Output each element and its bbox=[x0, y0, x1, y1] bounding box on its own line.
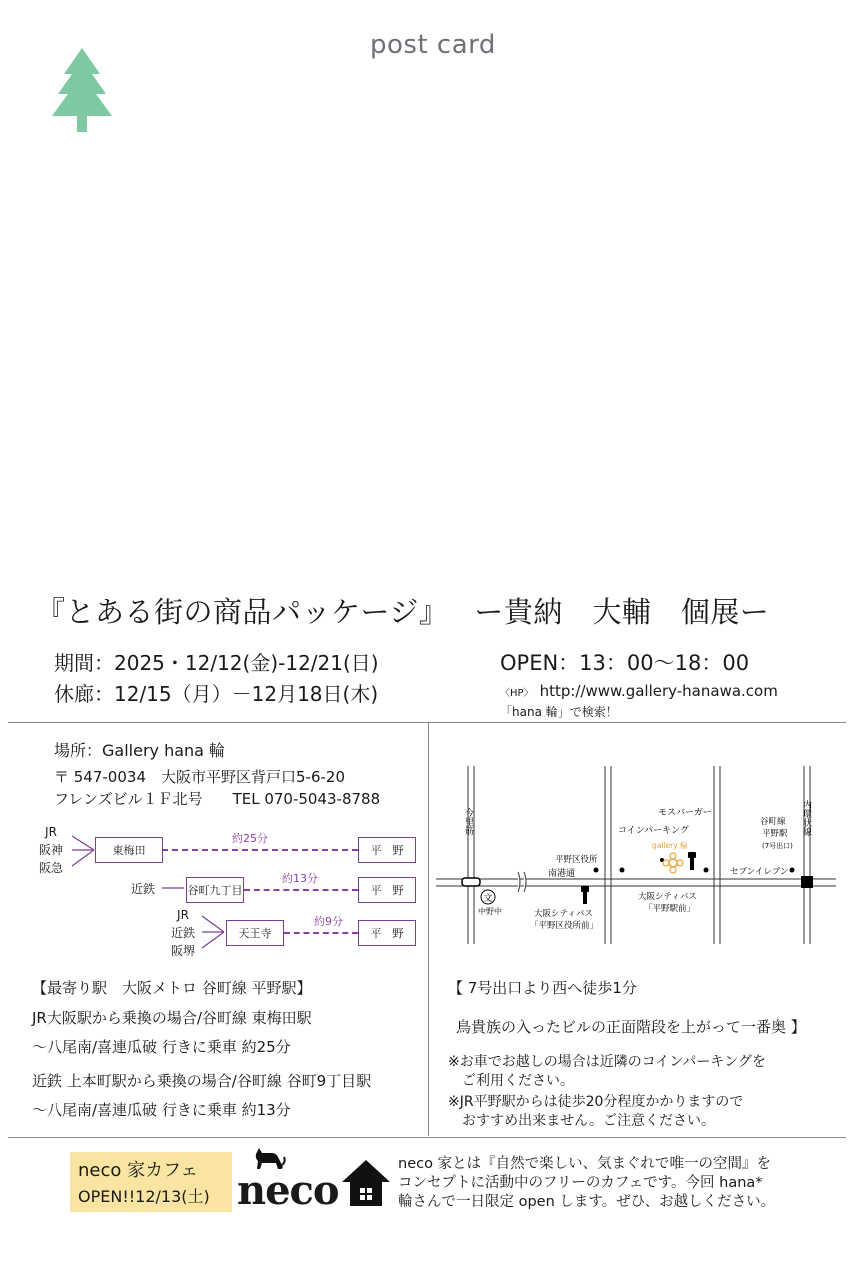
house-icon bbox=[340, 1158, 392, 1208]
neco-logo-text: neco bbox=[237, 1167, 339, 1214]
closed-days: 休廊：12/15（月）－12月18日(木) bbox=[54, 682, 379, 706]
route2-from-station: 谷町九丁目 bbox=[186, 877, 244, 903]
homepage bbox=[500, 682, 778, 700]
tree-icon bbox=[50, 46, 114, 134]
access-map bbox=[430, 760, 840, 950]
map-seven: セブンイレブン bbox=[730, 867, 789, 877]
map-tanimachi-line: 谷町線 bbox=[760, 817, 786, 827]
map-mos: モスバーガー bbox=[658, 808, 712, 818]
route3-from-station: 天王寺 bbox=[226, 920, 284, 946]
train-icon bbox=[462, 878, 480, 886]
route2-bracket bbox=[160, 878, 186, 898]
open-hours: OPEN：13：00〜18：00 bbox=[500, 651, 750, 675]
map-bus1-stop: 「平野区役所前」 bbox=[530, 921, 599, 931]
route3-to-station: 平 野 bbox=[358, 920, 416, 946]
jr-transfer: JR大阪駅から乗換の場合/谷町線 東梅田駅 bbox=[32, 1009, 312, 1027]
route3-lines: JR 近鉄 阪堺 bbox=[170, 908, 195, 958]
route1-duration: 約25分 bbox=[232, 832, 268, 845]
hp-url-link[interactable]: http://www.gallery-hanawa.com bbox=[539, 682, 778, 700]
exhibition-period: 期間：2025・12/12(金)-12/21(日) bbox=[54, 651, 379, 675]
map-gallery: gallery 輪 bbox=[652, 841, 688, 850]
direction-exit: 【 7号出口より西へ徒歩1分 bbox=[448, 979, 637, 997]
route3-duration: 約9分 bbox=[314, 915, 343, 928]
jr-transfer-detail: 〜八尾南/喜連瓜破 行きに乗車 約25分 bbox=[32, 1038, 291, 1056]
route1-to-station: 平 野 bbox=[358, 837, 416, 863]
route3-bracket bbox=[200, 912, 226, 952]
divider-bottom bbox=[8, 1137, 846, 1138]
route2-lines: 近鉄 bbox=[130, 882, 155, 896]
divider-vertical bbox=[428, 722, 429, 1136]
map-bus1-name: 大阪シティバス bbox=[534, 909, 593, 919]
map-bus2-name: 大阪シティバス bbox=[638, 892, 697, 902]
map-ward-office: 平野区役所 bbox=[555, 855, 598, 865]
map-school-mark: 文 bbox=[483, 894, 493, 904]
venue-address: 〒 547-0034 大阪市平野区背戸口5-6-20 bbox=[54, 768, 345, 786]
kintetsu-transfer-detail: 〜八尾南/喜連瓜破 行きに乗車 約13分 bbox=[32, 1101, 291, 1119]
route2-line bbox=[244, 889, 358, 891]
gallery-flower-icon bbox=[663, 853, 683, 873]
nearest-station: 【最寄り駅 大阪メトロ 谷町線 平野駅】 bbox=[32, 979, 312, 997]
title-main: 『とある街の商品パッケージ』 bbox=[36, 595, 449, 629]
route1-from-station: 東梅田 bbox=[95, 837, 163, 863]
search-hint: 「hana 輪」で検索！ bbox=[500, 705, 618, 719]
route1-line bbox=[162, 849, 358, 851]
bus-stop-icon bbox=[581, 886, 589, 904]
venue-name: 場所：Gallery hana 輪 bbox=[54, 741, 226, 760]
postcard-label: post card bbox=[370, 30, 496, 60]
map-hirano-station: 平野駅 bbox=[762, 829, 788, 839]
cafe-description: neco 家とは『自然で楽しい、気まぐれで唯一の空間』を コンセプトに活動中のフリーのカフェです。今回 hana* 輪さんで一日限定 open します。ぜひ、お越しください。 bbox=[398, 1156, 776, 1210]
map-exit: (7号出口) bbox=[762, 842, 793, 850]
kintetsu-transfer: 近鉄 上本町駅から乗換の場合/谷町線 谷町9丁目駅 bbox=[32, 1072, 372, 1090]
map-minamidori: 南港通 bbox=[548, 869, 576, 879]
bus-stop-icon bbox=[688, 852, 696, 870]
note-jr: ※JR平野駅からは徒歩20分程度かかりますので bbox=[448, 1094, 744, 1110]
hp-tag: 〈HP〉 bbox=[500, 688, 534, 699]
route2-duration: 約13分 bbox=[282, 872, 318, 885]
route3-line bbox=[284, 932, 358, 934]
route1-lines: JR 阪神 阪急 bbox=[38, 825, 63, 875]
venue-address-tel: フレンズビル１Ｆ北号 TEL 070-5043-8788 bbox=[54, 790, 381, 808]
map-bus2-stop: 「平野駅前」 bbox=[644, 904, 696, 914]
cafe-open-date: OPEN!!12/13(土) bbox=[78, 1187, 210, 1206]
title-sub: ー貴納 大輔 個展ー bbox=[474, 595, 770, 629]
note-jr-2: おすすめ出来ません。ご注意ください。 bbox=[462, 1113, 715, 1129]
route2-to-station: 平 野 bbox=[358, 877, 416, 903]
cafe-name: neco 家カフェ bbox=[78, 1160, 199, 1181]
map-school: 中野中 bbox=[478, 907, 502, 916]
note-car: ※お車でお越しの場合は近隣のコインパーキングを bbox=[448, 1054, 766, 1070]
direction-building: 鳥貴族の入ったビルの正面階段を上がって一番奥 】 bbox=[456, 1018, 806, 1036]
map-coin: コインパーキング bbox=[618, 826, 689, 836]
map-uchikanjo: 内環状線 bbox=[801, 800, 811, 836]
divider-top bbox=[8, 722, 846, 723]
subway-exit-icon bbox=[801, 876, 813, 888]
note-car-2: ご利用ください。 bbox=[462, 1073, 574, 1089]
exhibition-title bbox=[36, 590, 769, 631]
map-imazato: 今里筋 bbox=[463, 808, 473, 835]
